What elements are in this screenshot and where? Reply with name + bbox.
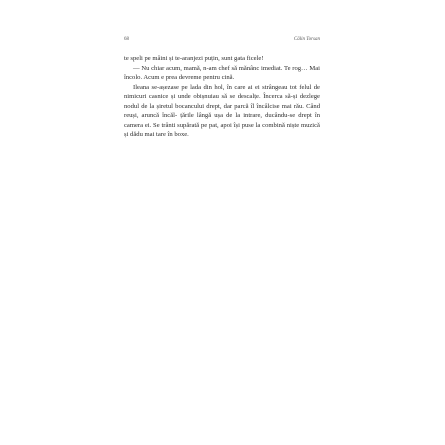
paragraph-2: — Nu chiar acum, mamă, n-am chef să mănânc imediat. Te rog… Mai încolo. Acum e prea devreme pentru cină. bbox=[124, 64, 320, 82]
running-head-author: Călin Torsan bbox=[293, 37, 320, 42]
page-header bbox=[124, 37, 320, 47]
paragraph-1: te speli pe mâini și te-aranjezi puțin, sunt gata ficele! bbox=[124, 55, 264, 62]
body-text bbox=[124, 54, 320, 140]
paragraph-3: Ileana se-așezase pe lada din hol, în care ai ei strângeau tot felul de nimicuri casnice și unde obișnuiau să se descalțe. Încerca să-și dezlege nodul de la șiretul bocancului drept, dar parcă îl încâlcise mai rău. Când reuși, aruncă încăl- țările lângă ușa de la intrare, ducându-se drept în camera ei. Se trânti supărată pe pat, apoi își puse la combină niște muzică și dădu mai tare în boxe. bbox=[124, 83, 320, 139]
page-number: 68 bbox=[124, 37, 129, 42]
